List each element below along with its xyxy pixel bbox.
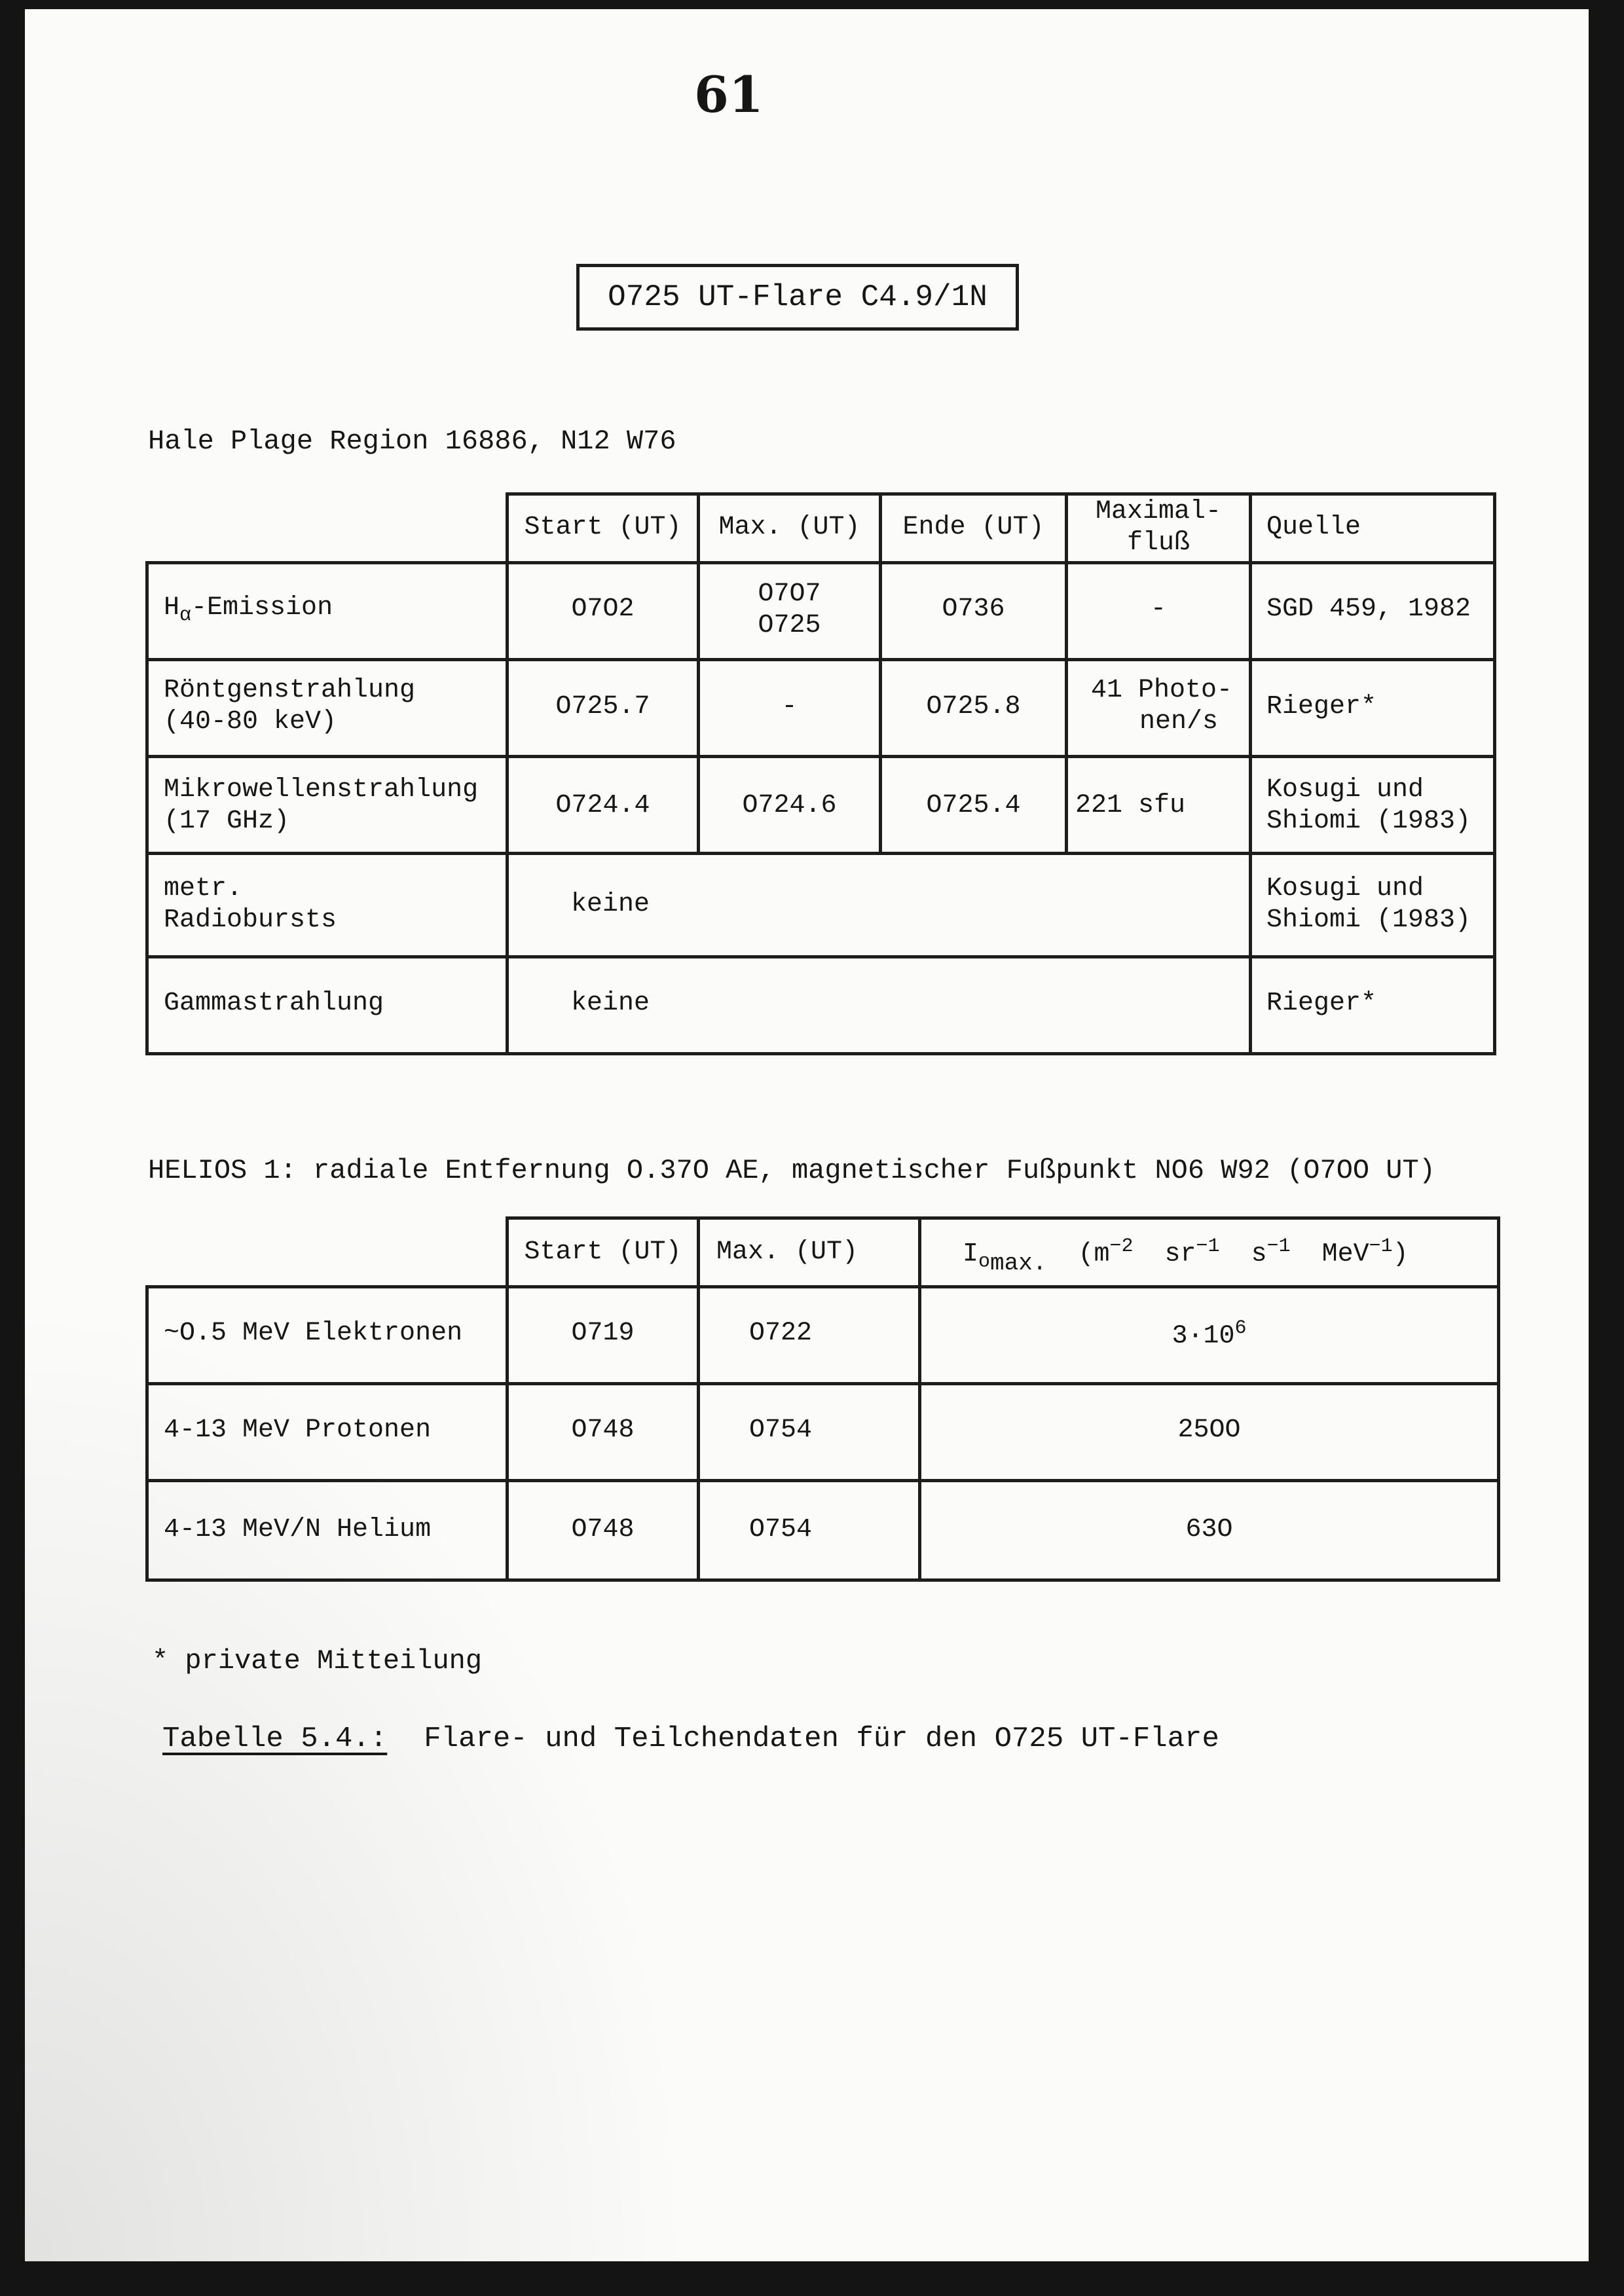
- unit-m-exponent: −2: [1109, 1235, 1134, 1258]
- mikrowellen-fluss: 221 sfu: [1075, 791, 1186, 820]
- halpha-subscript: α: [179, 604, 192, 627]
- gamma-label: Gammastrahlung: [164, 989, 384, 1018]
- mikrowellen-start: O724.4: [555, 791, 650, 820]
- halpha-start: O7O2: [571, 594, 635, 624]
- table1-header-fluss-line2: fluß: [1126, 528, 1190, 558]
- unit-s-exponent: −1: [1266, 1235, 1291, 1258]
- mikrowellen-ende: O725.4: [926, 791, 1021, 820]
- radiobursts-quelle-2: Shiomi (1983): [1266, 905, 1471, 935]
- roentgen-label-2: (40-80 keV): [164, 707, 337, 737]
- unit-m: (m: [1078, 1239, 1110, 1269]
- table2-header-max: Max. (UT): [716, 1237, 858, 1267]
- unit-s: s: [1251, 1239, 1267, 1269]
- unit-sr: sr: [1164, 1239, 1196, 1269]
- radiobursts-label-2: Radiobursts: [164, 905, 337, 935]
- footnote: * private Mitteilung: [152, 1645, 483, 1677]
- mikrowellen-quelle-2: Shiomi (1983): [1266, 807, 1471, 836]
- halpha-fluss: -: [1150, 594, 1166, 624]
- helios-line: HELIOS 1: radiale Entfernung O.37O AE, magnetischer Fußpunkt NO6 W92 (O7OO UT): [148, 1155, 1435, 1186]
- unit-sr-exponent: −1: [1196, 1235, 1220, 1258]
- helium-label: 4-13 MeV/N Helium: [164, 1515, 432, 1544]
- io-max-label: max.: [990, 1250, 1047, 1277]
- table-caption: [162, 1722, 1219, 1755]
- flare-title-box: O725 UT-Flare C4.9/1N: [576, 264, 1019, 331]
- page-number: 61: [694, 65, 764, 124]
- protons-start: O748: [571, 1415, 635, 1445]
- gamma-quelle: Rieger*: [1266, 989, 1377, 1018]
- document-page: [25, 9, 1589, 2261]
- caption-label: Tabelle 5.4.:: [162, 1722, 388, 1755]
- halpha-max-2: O725: [758, 611, 821, 640]
- halpha-main: H: [164, 593, 180, 623]
- table1-header-quelle: Quelle: [1266, 513, 1361, 542]
- table1-header-max: Max. (UT): [718, 513, 860, 542]
- mikrowellen-label-1: Mikrowellenstrahlung: [164, 775, 479, 805]
- region-line: Hale Plage Region 16886, N12 W76: [148, 426, 676, 457]
- io-symbol: I: [963, 1239, 979, 1269]
- io-subscript: o: [978, 1250, 991, 1273]
- halpha-ende: O736: [942, 594, 1005, 624]
- mikrowellen-quelle-1: Kosugi und: [1266, 775, 1424, 805]
- roentgen-label-1: Röntgenstrahlung: [164, 676, 416, 705]
- radiobursts-value: keine: [571, 890, 650, 919]
- table1-header-ende: Ende (UT): [902, 513, 1044, 542]
- halpha-max-1: O7O7: [758, 579, 821, 609]
- table1-header-start: Start (UT): [524, 513, 682, 542]
- electrons-label: ~O.5 MeV Elektronen: [164, 1319, 463, 1348]
- unit-close: ): [1392, 1239, 1409, 1269]
- row-label-halpha: [164, 592, 333, 631]
- radiobursts-quelle-1: Kosugi und: [1266, 874, 1424, 903]
- protons-value: 25OO: [1177, 1415, 1241, 1445]
- roentgen-ende: O725.8: [926, 692, 1021, 721]
- protons-label: 4-13 MeV Protonen: [164, 1415, 432, 1445]
- roentgen-max: -: [781, 692, 798, 721]
- halpha-quelle: SGD 459, 1982: [1266, 594, 1471, 624]
- electrons-value: [918, 1313, 1500, 1352]
- mikrowellen-label-2: (17 GHz): [164, 807, 290, 836]
- table2-header-start: Start (UT): [524, 1237, 682, 1267]
- protons-max: O754: [749, 1415, 813, 1445]
- gamma-value: keine: [571, 989, 650, 1018]
- table1-header-fluss-line1: Maximal-: [1095, 497, 1222, 526]
- halpha-rest: -Emission: [191, 593, 333, 623]
- electrons-value-exponent: 6: [1234, 1317, 1247, 1339]
- helium-value: 63O: [1185, 1515, 1233, 1544]
- electrons-max: O722: [749, 1319, 813, 1348]
- roentgen-fluss-1: 41 Photo-: [1091, 676, 1233, 705]
- radiobursts-label-1: metr.: [164, 874, 243, 903]
- helium-max: O754: [749, 1515, 813, 1544]
- roentgen-quelle: Rieger*: [1266, 692, 1377, 721]
- electrons-value-base: 3·10: [1172, 1321, 1235, 1351]
- roentgen-start: O725.7: [555, 692, 650, 721]
- unit-mev: MeV: [1321, 1239, 1369, 1269]
- electrons-start: O719: [571, 1319, 635, 1348]
- caption-text: Flare- und Teilchendaten für den O725 UT-Flare: [424, 1722, 1219, 1755]
- roentgen-fluss-2: nen/s: [1139, 707, 1219, 737]
- mikrowellen-max: O724.6: [742, 791, 837, 820]
- table2-header-flux: [963, 1231, 1409, 1277]
- unit-mev-exponent: −1: [1369, 1235, 1393, 1258]
- helium-start: O748: [571, 1515, 635, 1544]
